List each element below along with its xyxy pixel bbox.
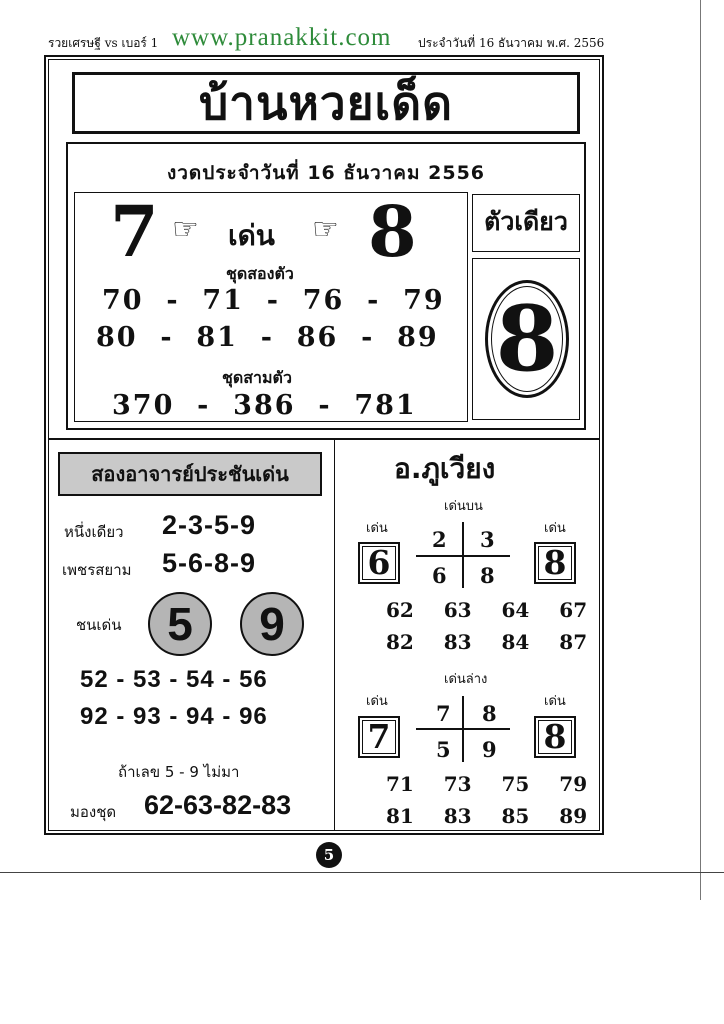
- bottom-left-digit: 7: [362, 720, 396, 754]
- circle-label: ชนเด่น: [76, 616, 122, 634]
- bottom-right-label: เด่น: [544, 694, 566, 709]
- header-left-text: รวยเศรษฐี vs เบอร์ 1: [48, 36, 159, 50]
- main-right-digit: 8: [368, 190, 417, 273]
- bottom-grid-cell: 7: [436, 701, 451, 726]
- header-date-text: ประจำวันที่ 16 ธันวาคม พ.ศ. 2556: [418, 36, 605, 50]
- top-grid-cell: 6: [432, 563, 447, 588]
- set-row-1: 52 - 53 - 54 - 56: [80, 666, 268, 693]
- main-pick-label: เด่น: [228, 219, 275, 252]
- top-left-digit: 6: [362, 546, 396, 580]
- bottom-right-box: [534, 716, 576, 758]
- bottom-set-row-2: 81 83 85 89: [386, 804, 588, 828]
- watch-label: มองชุด: [70, 803, 117, 821]
- two-digit-row-1: 70 - 71 - 76 - 79: [102, 285, 445, 316]
- section-divider: [48, 438, 600, 440]
- three-digit-row: 370 - 386 - 781: [112, 390, 417, 421]
- top-left-box: [358, 542, 400, 584]
- page-edge-line: [700, 0, 701, 900]
- single-digit: 8: [491, 286, 563, 392]
- top-grid-cell: 3: [480, 527, 495, 552]
- bottom-grid-cell: 5: [436, 737, 451, 762]
- pointing-hand-right-icon: ☞: [172, 212, 199, 247]
- bottom-grid-cell: 9: [482, 737, 497, 762]
- three-digit-label: ชุดสามตัว: [222, 368, 292, 387]
- top-set-row-1: 62 63 64 67: [386, 598, 588, 622]
- bottom-right-digit: 8: [538, 720, 572, 754]
- top-right-digit: 8: [538, 546, 572, 580]
- website-link[interactable]: www.pranakkit.com: [172, 24, 392, 51]
- main-left-digit: 7: [110, 190, 159, 273]
- top-grid-cell: 2: [432, 527, 447, 552]
- set-row-2: 92 - 93 - 94 - 96: [80, 703, 268, 730]
- row1-label: หนึ่งเดียว: [64, 523, 124, 541]
- pointing-hand-right-icon: ☞: [312, 212, 339, 247]
- guru-section-title: อ.ภูเวียง: [394, 452, 496, 485]
- top-right-box: [534, 542, 576, 584]
- top-grid-hline: [416, 555, 510, 557]
- watch-value: 62-63-82-83: [144, 790, 292, 820]
- top-grid-cell: 8: [480, 563, 495, 588]
- row1-value: 2-3-5-9: [162, 510, 257, 540]
- condition-note: ถ้าเลข 5 - 9 ไม่มา: [118, 763, 240, 781]
- circle-digit-1: 5: [148, 592, 212, 656]
- two-digit-row-2: 80 - 81 - 86 - 89: [96, 322, 439, 353]
- two-digit-label: ชุดสองตัว: [226, 264, 294, 283]
- bottom-left-label: เด่น: [366, 694, 388, 709]
- top-right-label: เด่น: [544, 521, 566, 536]
- row2-value: 5-6-8-9: [162, 548, 257, 578]
- teacher-section-title: สองอาจารย์ประชันเด่น: [58, 452, 322, 496]
- page-title: บ้านหวยเด็ด: [72, 72, 580, 134]
- circle-digit-2: 9: [240, 592, 304, 656]
- top-section-label: เด่นบน: [444, 499, 483, 514]
- bottom-left-box: [358, 716, 400, 758]
- column-divider: [334, 440, 335, 831]
- page-bottom-rule: [0, 872, 724, 873]
- row2-label: เพชรสยาม: [62, 561, 132, 579]
- draw-date: งวดประจำวันที่ 16 ธันวาคม 2556: [166, 162, 486, 184]
- single-digit-label: ตัวเดียว: [472, 194, 580, 252]
- bottom-grid-hline: [416, 728, 510, 730]
- page-number: 5: [316, 842, 342, 868]
- bottom-set-row-1: 71 73 75 79: [386, 772, 588, 796]
- bottom-grid-cell: 8: [482, 701, 497, 726]
- top-set-row-2: 82 83 84 87: [386, 630, 588, 654]
- top-left-label: เด่น: [366, 521, 388, 536]
- bottom-section-label: เด่นล่าง: [444, 672, 488, 687]
